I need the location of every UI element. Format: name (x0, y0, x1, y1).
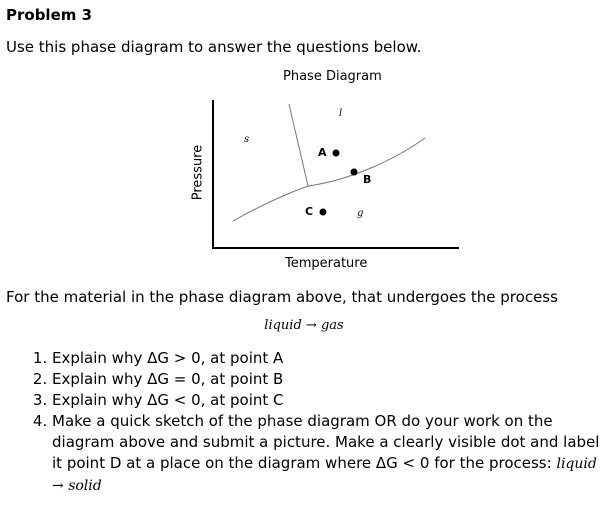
question-list (0, 348, 608, 497)
question-item: 2. Explain why ΔG = 0, at point B (52, 369, 608, 390)
region-liquid-label: l (339, 108, 343, 119)
point-c-dot (320, 209, 327, 216)
region-solid-label: s (244, 134, 250, 145)
question-item: 3. Explain why ΔG < 0, at point C (52, 390, 608, 411)
region-gas-label: g (357, 208, 364, 219)
question-item: 1. Explain why ΔG > 0, at point A (52, 348, 608, 369)
problem-title: Problem 3 (6, 6, 93, 24)
intro-text: Use this phase diagram to answer the questions below. (6, 38, 422, 56)
point-b-label: B (363, 173, 372, 186)
equation-from: liquid (264, 318, 302, 333)
solid-liquid-boundary (289, 104, 308, 186)
process-equation (0, 318, 608, 333)
y-axis-label: Pressure (190, 144, 206, 201)
process-text: For the material in the phase diagram above, that undergoes the process (6, 288, 558, 306)
point-a-dot (333, 150, 340, 157)
point-a-label: A (318, 146, 327, 159)
diagram-title: Phase Diagram (283, 69, 382, 84)
equation-to: gas (320, 318, 344, 333)
question-item: 4. Make a quick sketch of the phase diagram OR do your work on the diagram above and submit a picture. Make a clearly visible dot and label it point D at a place on the diagram where ΔG < 0 for the process: liquid → solid (52, 411, 608, 497)
arrow-icon: → (52, 478, 64, 494)
q4-process: liquid → solid (52, 456, 597, 494)
arrow-icon: → (305, 318, 317, 333)
solid-gas-boundary (233, 186, 308, 221)
x-axis-label: Temperature (285, 256, 368, 271)
point-c-label: C (305, 205, 314, 218)
point-b-dot (351, 169, 358, 176)
